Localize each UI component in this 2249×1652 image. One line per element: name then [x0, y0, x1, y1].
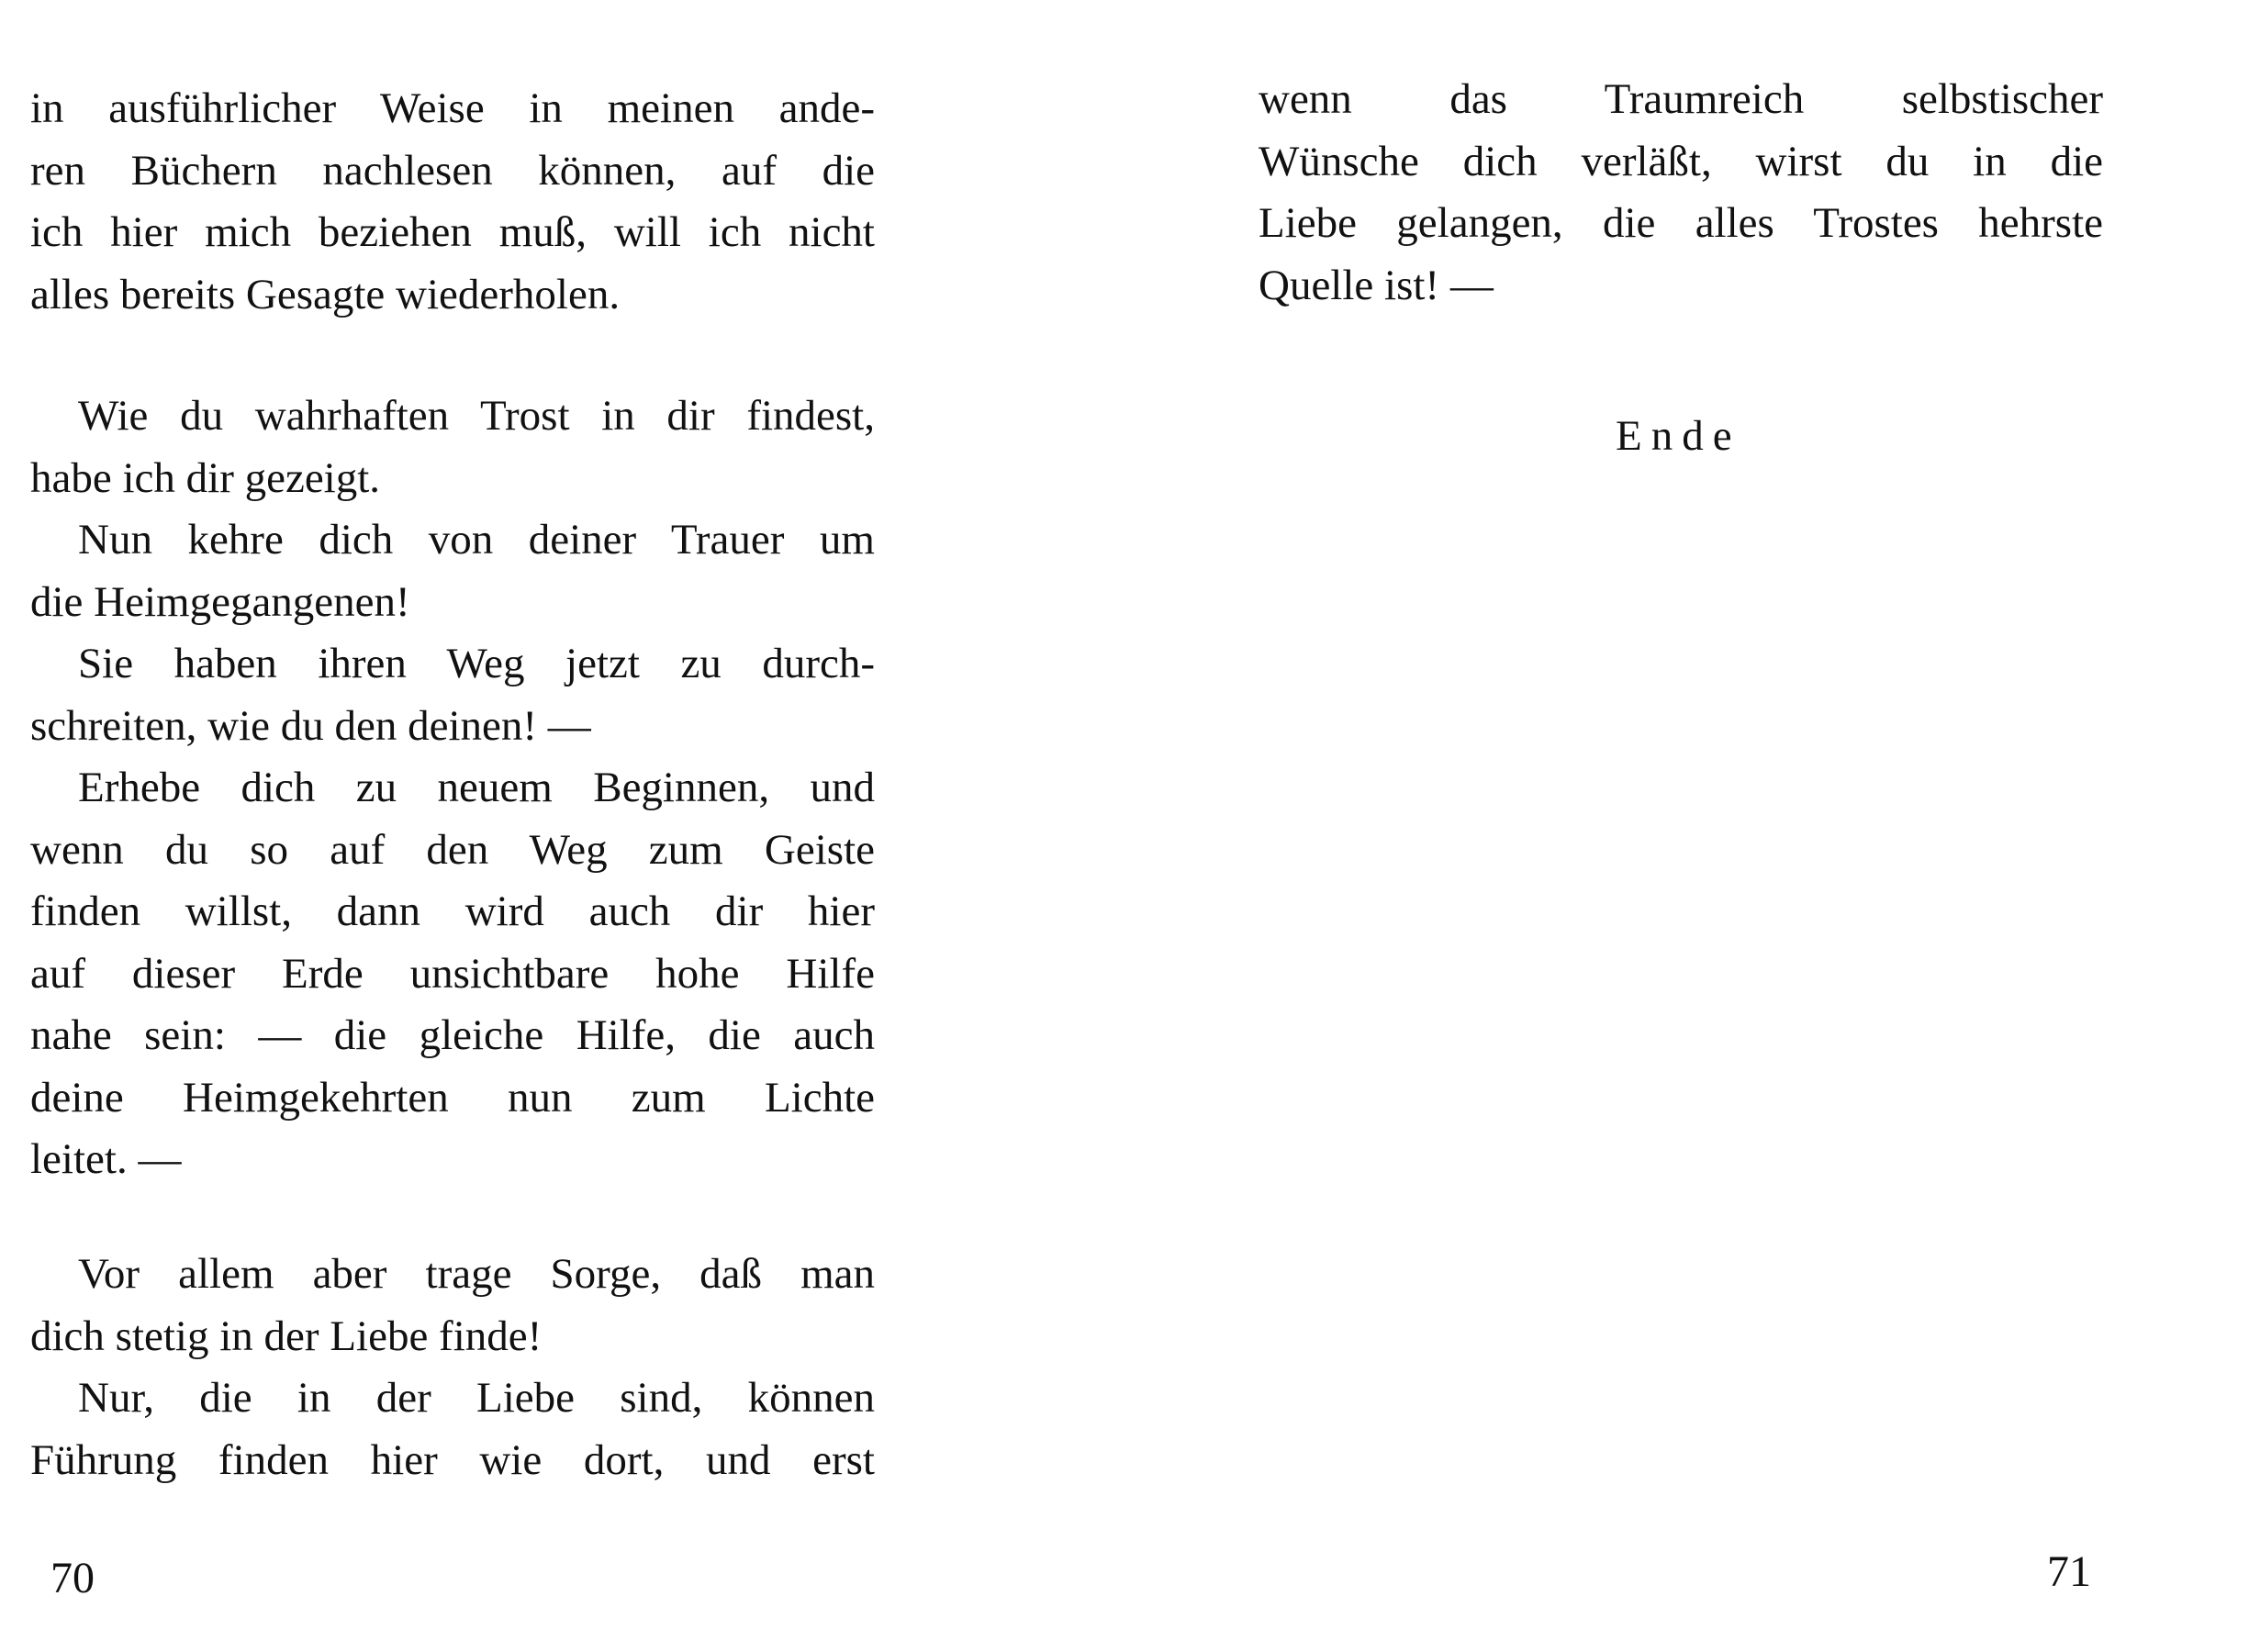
- text-line: Wie du wahrhaften Trost in dir findest,: [78, 392, 875, 440]
- text-line: Nur, die in der Liebe sind, können: [78, 1374, 875, 1422]
- text-line: deine Heimgekehrten nun zum Lichte: [30, 1073, 875, 1122]
- text-line: Erhebe dich zu neuem Beginnen, und: [78, 764, 875, 811]
- right-page: [1193, 0, 2249, 1652]
- text-line: Quelle ist! —: [1259, 261, 1494, 309]
- text-line: Nun kehre dich von deiner Trauer um: [78, 516, 875, 564]
- text-line: Liebe gelangen, die alles Trostes hehrste: [1259, 199, 2103, 247]
- text-line: alles bereits Gesagte wiederholen.: [30, 270, 621, 318]
- text-line: ren Büchern nachlesen können, auf die: [30, 146, 875, 195]
- left-page: [0, 0, 1102, 1652]
- text-line: dich stetig in der Liebe finde!: [30, 1312, 543, 1360]
- text-line: habe ich dir gezeigt.: [30, 453, 381, 502]
- left-paragraph-1: [30, 78, 875, 326]
- text-line: Wünsche dich verläßt, wirst du in die: [1259, 137, 2103, 185]
- ende-heading: Ende: [1616, 412, 1741, 460]
- text-line: die Heimgegangenen!: [30, 577, 410, 626]
- text-line: Vor allem aber trage Sorge, daß man: [78, 1250, 875, 1298]
- text-line: ich hier mich beziehen muß, will ich nicht: [30, 208, 875, 256]
- text-line: schreiten, wie du den deinen! —: [30, 701, 591, 750]
- text-line: wenn das Traumreich selbstischer: [1259, 75, 2103, 123]
- left-paragraph-2: [30, 385, 875, 1191]
- text-line: Sie haben ihren Weg jetzt zu durch-: [78, 640, 875, 687]
- text-line: nahe sein: — die gleiche Hilfe, die auch: [30, 1011, 875, 1059]
- page-number-right: 71: [2047, 1547, 2091, 1596]
- text-line: auf dieser Erde unsichtbare hohe Hilfe: [30, 949, 875, 998]
- left-paragraph-3: [30, 1244, 875, 1491]
- text-line: wenn du so auf den Weg zum Geiste: [30, 825, 875, 874]
- right-paragraph-1: [1259, 69, 2103, 317]
- page-number-left: 70: [50, 1554, 95, 1602]
- text-line: Führung finden hier wie dort, und erst: [30, 1435, 875, 1484]
- text-line: leitet. —: [30, 1135, 182, 1183]
- text-line: in ausführlicher Weise in meinen ande-: [30, 84, 875, 132]
- text-line: finden willst, dann wird auch dir hier: [30, 887, 875, 935]
